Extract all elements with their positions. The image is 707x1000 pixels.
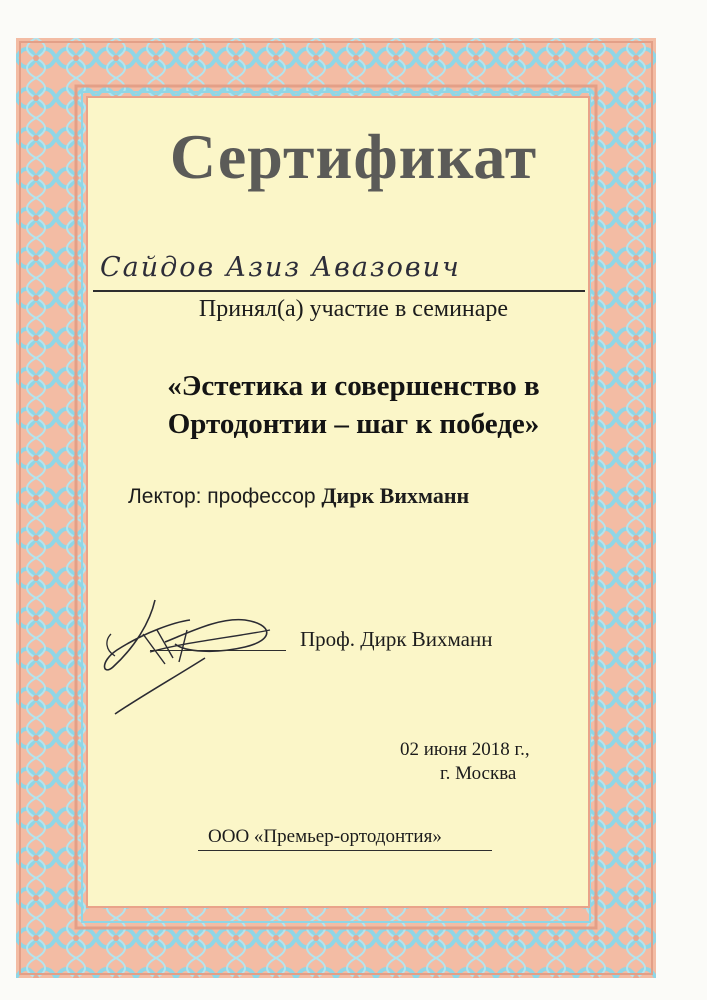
seminar-title-line-1: «Эстетика и совершенство в [167,370,540,402]
seminar-title [0,367,707,443]
handwritten-signature [95,592,285,722]
lecturer-prefix: Лектор: профессор [128,485,316,508]
participation-text: Принял(а) участие в семинаре [198,296,509,322]
recipient-name-underline [93,290,585,292]
signatory-name: Проф. Дирк Вихманн [300,627,493,651]
signature-line [150,650,286,651]
certificate-title: Сертификат [169,121,538,192]
recipient-name-handwritten: Сайдов Азиз Авазович [100,252,461,283]
lecturer-line [128,483,578,509]
organization-underline [198,850,492,851]
lecturer-name: Дирк Вихманн [321,483,470,508]
seminar-title-line-2: Ортодонтии – шаг к победе» [167,408,540,440]
organization-name: ООО «Премьер-ортодонтия» [208,826,442,847]
issue-city: г. Москва [440,763,517,784]
issue-date: 02 июня 2018 г., [400,739,530,760]
